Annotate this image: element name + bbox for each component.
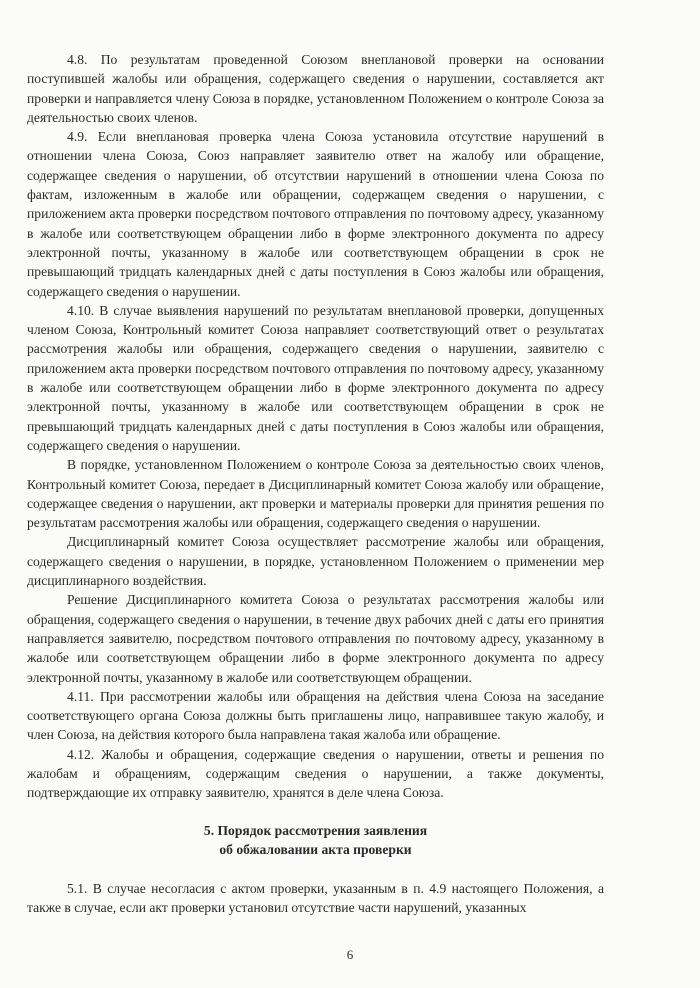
- section-5-heading-line-1: 5. Порядок рассмотрения заявления: [203, 822, 428, 838]
- paragraph-5-1: 5.1. В случае несогласия с актом проверки, указанным в п. 4.9 настоящего Положения, а также в случае, если акт проверки установил отсутствие части нарушений, указанных: [27, 881, 604, 916]
- paragraph-control-procedure: В порядке, установленном Положением о контроле Союза за деятельностью своих членов, Контрольный комитет Союза, передает в Дисциплинарный комитет Союза жалобу или обращение, содержащее сведения о нарушении, акт проверки и материалы проверки для принятия решения по результатам рассмотрения жалобы или обращения, содержащего сведения о нарушении.: [27, 457, 604, 531]
- paragraph-4-11: 4.11. При рассмотрении жалобы или обращения на действия члена Союза на заседание соответствующего органа Союза должны быть приглашены лицо, направившее такую жалобу, и член Союза, на действия которого была направлена такая жалоба или обращение.: [27, 688, 604, 743]
- paragraph-4-10: 4.10. В случае выявления нарушений по результатам внеплановой проверки, допущенных членом Союза, Контрольный комитет Союза направляет соответствующий ответ о результатах рассмотрения жалобы или обращения, содержащего сведения о нарушении, заявителю с приложением акта проверки посредством почтового отправления по почтовому адресу, указанному в жалобе или соответствующем обращении либо в форме электронного документа по адресу электронной почты, указанному в жалобе или соответствующем обращении в срок не превышающий тридцать календарных дней с даты поступления в Союз жалобы или обращения, содержащего сведения о нарушении.: [27, 302, 604, 453]
- paragraph-4-12: 4.12. Жалобы и обращения, содержащие сведения о нарушении, ответы и решения по жалобам и обращениям, содержащим сведения о нарушении, а также документы, подтверждающие их отправку заявителю, хранятся в деле члена Союза.: [27, 746, 604, 801]
- paragraph-4-9: 4.9. Если внеплановая проверка члена Союза установила отсутствие нарушений в отношении члена Союза, Союз направляет заявителю ответ на жалобу или обращение, содержащее сведения о нарушении, об отсутствии нарушений в отношении члена Союза по фактам, изложенным в жалобе или обращении, содержащем сведения о нарушении, с приложением акта проверки посредством почтового отправления по почтовому адресу, указанному в жалобе или соответствующем обращении либо в форме электронного документа по адресу электронной почты, указанному в жалобе или соответствующем обращении в срок не превышающий тридцать календарных дней с даты поступления в Союз жалобы или обращения, содержащего сведения о нарушении.: [27, 129, 604, 299]
- section-5-heading: [27, 821, 604, 860]
- page-number: 6: [346, 947, 354, 962]
- paragraph-4-8: 4.8. По результатам проведенной Союзом внеплановой проверки на основании поступившей жалобы или обращения, содержащего сведения о нарушении, составляется акт проверки и направляется члену Союза в порядке, установленном Положением о контроле Союза за деятельностью своих членов.: [27, 52, 604, 125]
- section-5-heading-line-2: об обжаловании акта проверки: [219, 841, 412, 857]
- paragraph-disciplinary-committee: Дисциплинарный комитет Союза осуществляет рассмотрение жалобы или обращения, содержащего сведения о нарушении, в порядке, установленном Положением о применении мер дисциплинарного воздействия.: [27, 534, 604, 589]
- paragraph-committee-decision: Решение Дисциплинарного комитета Союза о результатах рассмотрения жалобы или обращения, содержащего сведения о нарушении, в течение двух рабочих дней с даты его принятия направляется заявителю, посредством почтового отправления по почтовому адресу, указанному в жалобе или соответствующем обращении либо в форме электронного документа по адресу электронной почты, указанному в жалобе или соответствующем обращении.: [27, 592, 604, 685]
